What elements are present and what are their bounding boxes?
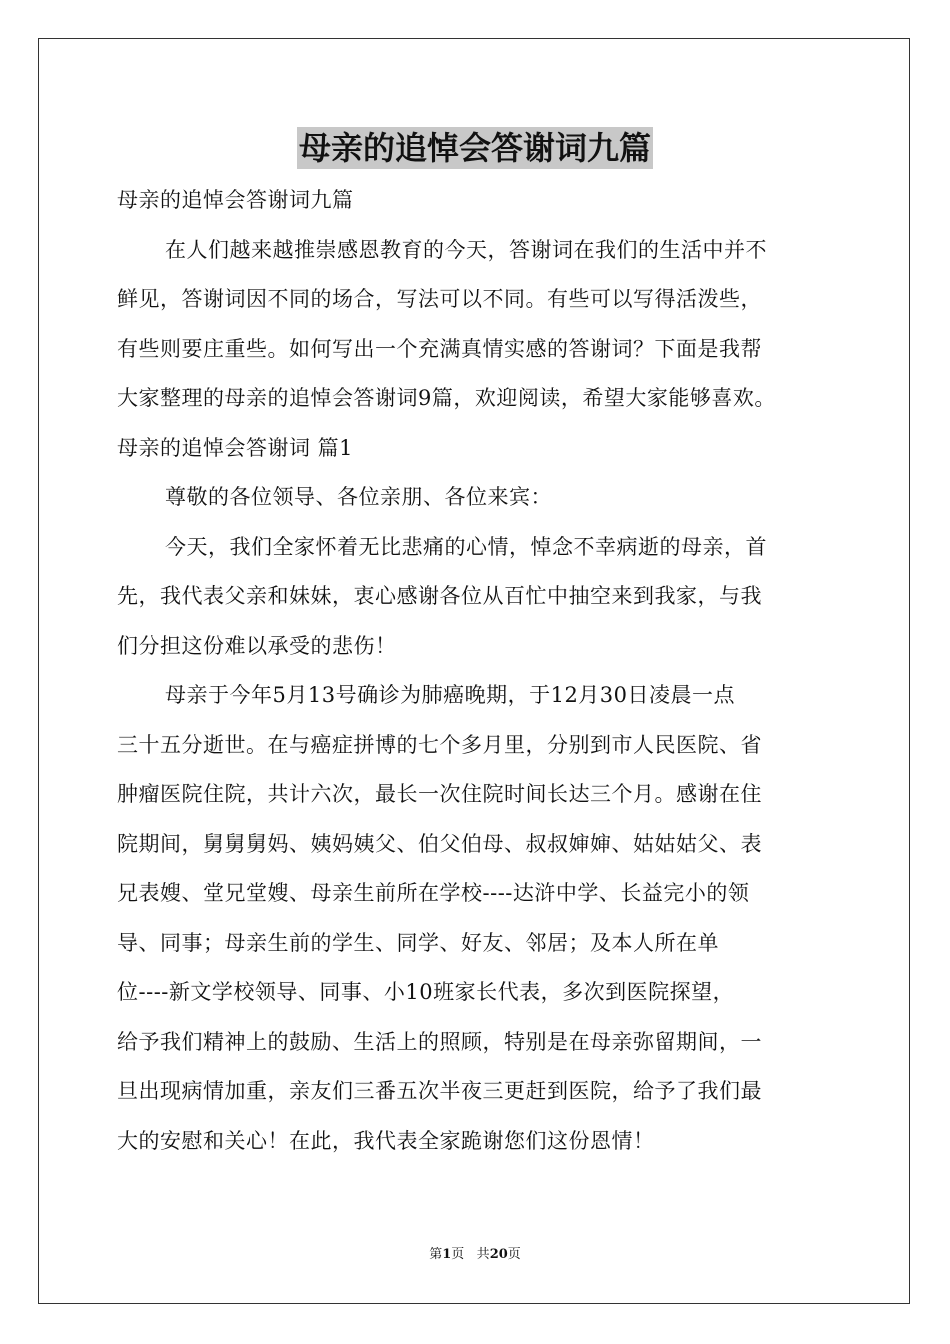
section-heading: 母亲的追悼会答谢词 篇1 <box>117 435 354 460</box>
footer-page-prefix: 第 <box>429 1247 443 1262</box>
body-line: 位----新文学校领导、同事、小10班家长代表，多次到医院探望， <box>117 980 735 1004</box>
body-line: 肿瘤医院住院，共计六次，最长一次住院时间长达三个月。感谢在住 <box>117 782 762 806</box>
footer-page-suffix: 页 <box>451 1247 465 1262</box>
page-footer <box>0 1246 950 1264</box>
body-line: 大的安慰和关心！在此，我代表全家跪谢您们这份恩情！ <box>117 1128 655 1153</box>
footer-page-number: 1 <box>442 1247 452 1262</box>
body-line: 导、同事；母亲生前的学生、同学、好友、邻居；及本人所在单 <box>117 930 719 955</box>
footer-total-suffix: 页 <box>507 1247 521 1262</box>
title-wrap <box>0 127 950 169</box>
body-line: 有些则要庄重些。如何写出一个充满真情实感的答谢词？下面是我帮 <box>117 336 762 361</box>
body-line: 三十五分逝世。在与癌症拼博的七个多月里，分别到市人民医院、省 <box>117 732 762 757</box>
body-line: 院期间，舅舅舅妈、姨妈姨父、伯父伯母、叔叔婶婶、姑姑姑父、表 <box>117 831 762 856</box>
body-line: 旦出现病情加重，亲友们三番五次半夜三更赶到医院，给予了我们最 <box>117 1079 762 1103</box>
body-line: 大家整理的母亲的追悼会答谢词9篇，欢迎阅读，希望大家能够喜欢。 <box>117 386 776 410</box>
footer-total-pages: 20 <box>489 1247 508 1262</box>
footer-total-prefix: 共 <box>476 1247 490 1262</box>
body-line: 母亲的追悼会答谢词九篇 <box>117 188 354 212</box>
document-title: 母亲的追悼会答谢词九篇 <box>298 129 651 167</box>
body-line: 今天，我们全家怀着无比悲痛的心情，悼念不幸病逝的母亲，首 <box>165 534 767 559</box>
body-line: 们分担这份难以承受的悲伤！ <box>117 633 397 658</box>
body-line: 先，我代表父亲和妹妹，衷心感谢各位从百忙中抽空来到我家，与我 <box>117 584 762 608</box>
body-line: 母亲于今年5月13号确诊为肺癌晚期，于12月30日凌晨一点 <box>165 683 736 707</box>
body-line: 兄表嫂、堂兄堂嫂、母亲生前所在学校----达浒中学、长益完小的领 <box>117 881 750 905</box>
body-line: 给予我们精神上的鼓励、生活上的照顾，特别是在母亲弥留期间，一 <box>117 1029 762 1054</box>
document-body <box>117 176 839 1166</box>
body-line: 尊敬的各位领导、各位亲朋、各位来宾： <box>165 485 552 509</box>
body-line: 在人们越来越推崇感恩教育的今天，答谢词在我们的生活中并不 <box>165 237 767 262</box>
body-line: 鲜见，答谢词因不同的场合，写法可以不同。有些可以写得活泼些， <box>117 287 762 311</box>
